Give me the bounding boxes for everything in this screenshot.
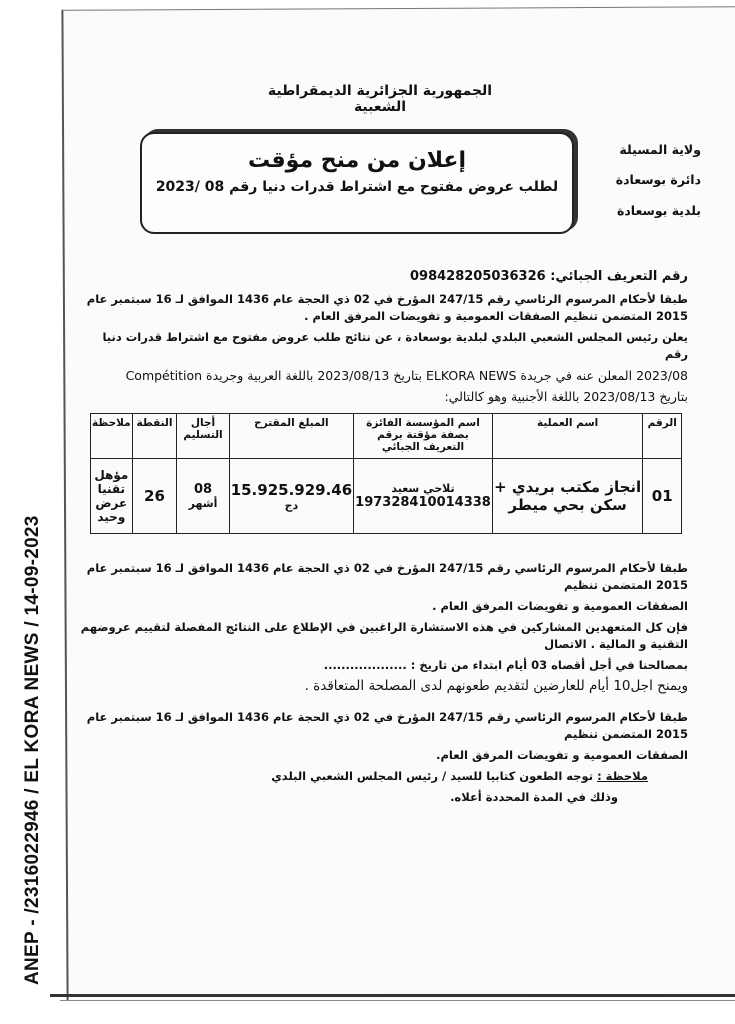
delay-value: 08 xyxy=(193,482,213,497)
amount-currency: دج xyxy=(284,498,299,512)
note-text: توجه الطعون كتابيا للسيد / رئيس المجلس الشعبي البلدي xyxy=(271,769,594,783)
intro-announce-2: 2023/08 المعلن عنه في جريدة ELKORA NEWS بتاريخ 2023/08/13 باللغة العربية وجريدة Compétition xyxy=(125,368,688,383)
note-text-2: وذلك في المدة المحددة أعلاه. xyxy=(450,790,618,804)
intro-announce-3: بتاريخ 2023/08/13 باللغة الأجنبية وهو كالتالي: xyxy=(444,389,688,404)
bottom-divider-thin xyxy=(60,1000,735,1001)
table-header-row xyxy=(91,414,682,459)
col-operation: اسم العملية xyxy=(492,414,643,459)
col-score: النقطة xyxy=(132,414,177,459)
authority-daira: دائرة بوسعادة xyxy=(615,172,701,187)
body-invite-2: بمصالحنا في أجل أقصاه 03 أيام ابتداء من تاريخ : ................... xyxy=(323,658,688,672)
announcement-title-box xyxy=(140,132,574,234)
bottom-divider xyxy=(50,994,735,997)
col-number: الرقم xyxy=(643,414,682,459)
company-tax-id: 197328410014338 xyxy=(355,495,491,510)
cell-number: 01 xyxy=(643,459,682,534)
tax-id-line: رقم التعريف الجبائي: 098428205036326 xyxy=(409,269,688,284)
authority-wilaya: ولاية المسيلة xyxy=(619,142,701,157)
authority-commune: بلدية بوسعادة xyxy=(616,203,701,218)
publication-stamp: ANEP - /2316022946 / EL KORA NEWS / 14-09-2023 xyxy=(22,515,43,985)
results-table xyxy=(90,413,682,534)
republic-heading: الجمهورية الجزائرية الديمقراطية الشعبية xyxy=(267,83,493,115)
col-company: اسم المؤسسة الفائزة بصفة مؤقتة برقم التعريف الجبائي xyxy=(354,414,493,459)
delay-unit: أشهر xyxy=(188,497,218,510)
cell-company xyxy=(354,459,493,534)
body-decree-2b: الصفقات العمومية و تفويضات المرفق العام . xyxy=(432,599,688,613)
document-body xyxy=(76,268,688,810)
announcement-subtitle: لطلب عروض مفتوح مع اشتراط قدرات دنيا رقم 08 /2023 xyxy=(155,179,559,195)
col-amount: المبلغ المقترح xyxy=(229,414,353,459)
intro-decree: طبقا لأحكام المرسوم الرئاسي رقم 247/15 المؤرخ في 02 ذي الحجة عام 1436 الموافق لـ 16 سبتمبر عام 2015 المتضمن تنظيم الصفقات العمومية و تفويضات المرفق العام . xyxy=(86,292,688,323)
body-decree-3b: الصفقات العمومية و تفويضات المرفق العام. xyxy=(436,748,688,762)
body-decree-3: طبقا لأحكام المرسوم الرئاسي رقم 247/15 المؤرخ في 02 ذي الحجة عام 1436 الموافق لـ 16 سبتمبر عام 2015 المتضمن تنظيم xyxy=(86,710,688,741)
table-row xyxy=(91,459,682,534)
announcement-title: إعلان من منح مؤقت xyxy=(247,148,466,173)
amount-value: 15.925.929.46 xyxy=(230,480,353,499)
company-name: تلاحي سعيد xyxy=(391,482,455,495)
body-appeal: ويمنح اجل10 أيام للعارضين لتقديم طعونهم لدى المصلحة المتعاقدة . xyxy=(304,678,688,694)
spacer xyxy=(76,699,688,709)
cell-operation: انجاز مكتب بريدي + سكن بحي ميطر xyxy=(492,459,643,534)
body-decree-2: طبقا لأحكام المرسوم الرئاسي رقم 247/15 المؤرخ في 02 ذي الحجة عام 1436 الموافق لـ 16 سبتمبر عام 2015 المتضمن تنظيم xyxy=(86,561,688,592)
cell-remark: مؤهل تقنيا عرض وحيد xyxy=(91,459,133,534)
col-remark: ملاحظة xyxy=(91,414,133,459)
intro-announce-1: يعلن رئيس المجلس الشعبي البلدي لبلدية بوسعادة ، عن نتائج طلب عروض مفتوح مع اشتراط قدرات دنيا رقم xyxy=(102,330,688,361)
note xyxy=(76,768,648,785)
note-label: ملاحظة : xyxy=(597,769,648,783)
cell-score: 26 xyxy=(132,459,177,534)
cell-delay xyxy=(177,459,229,534)
body-invite-1: فإن كل المتعهدين المشاركين في هذه الاستشارة الراغبين في الإطلاع على النتائج المفصلة لتقييم عروضهم التقنية و المالية . الاتصال xyxy=(80,620,688,651)
col-delay: أجال التسليم xyxy=(177,414,229,459)
cell-amount xyxy=(229,459,353,534)
